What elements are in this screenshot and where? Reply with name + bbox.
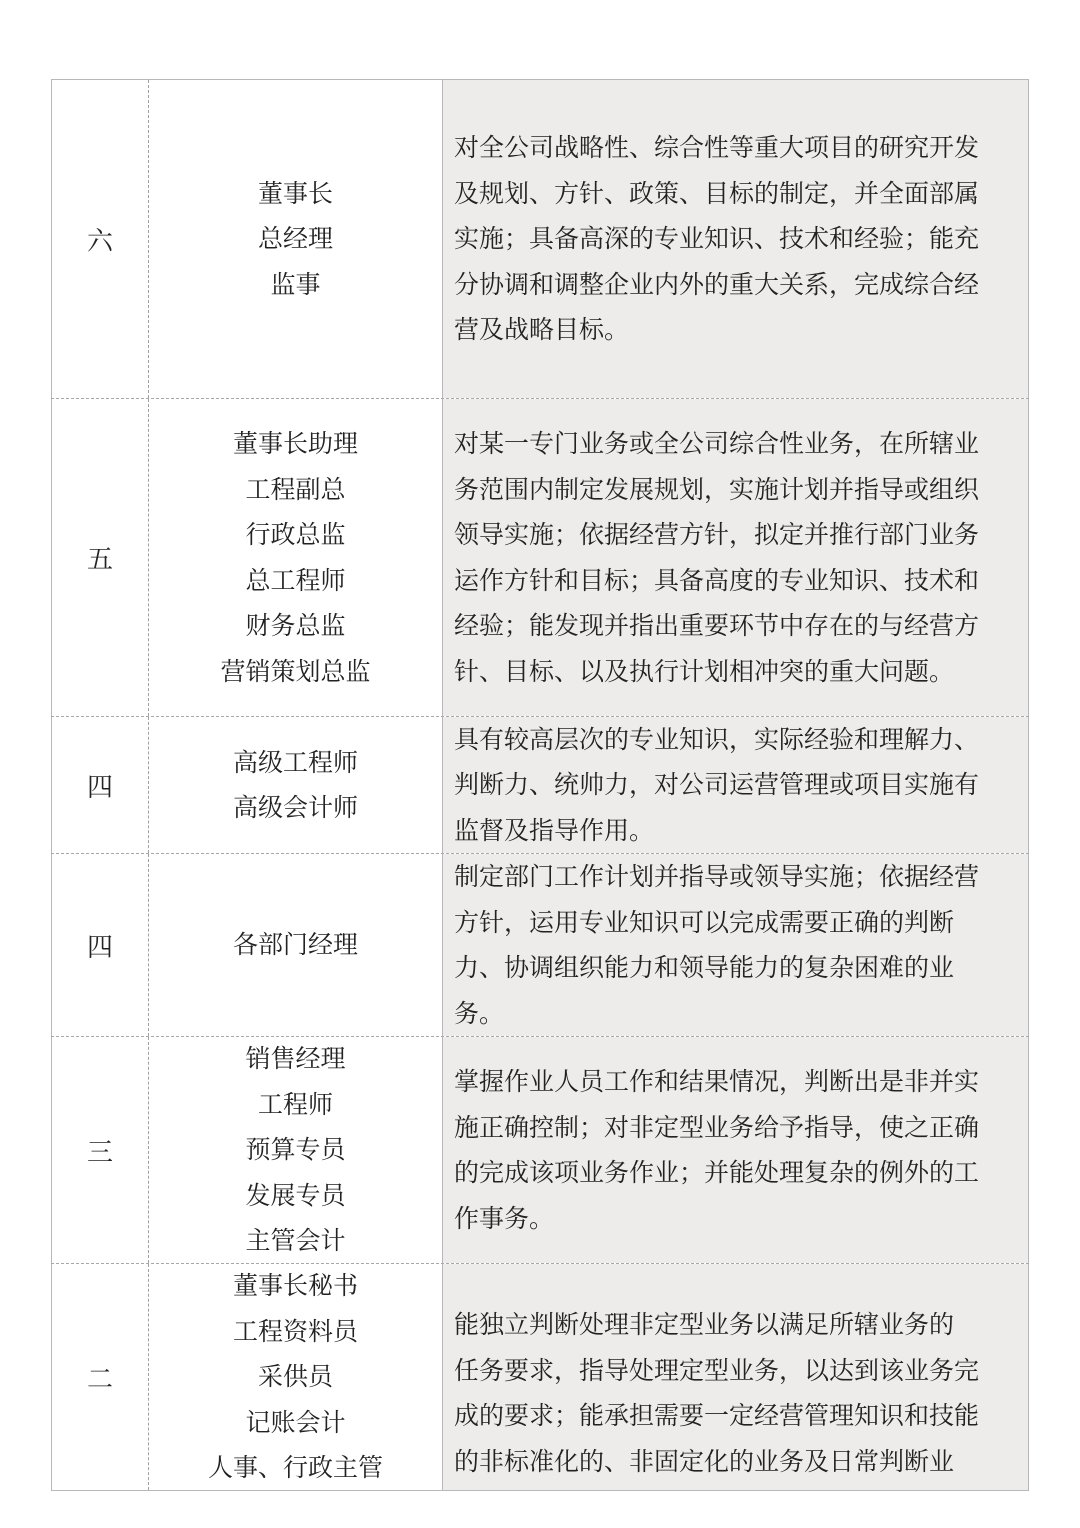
table-row <box>51 717 1029 854</box>
table-row <box>51 399 1029 717</box>
job-level-table <box>51 79 1029 1491</box>
level-cell: 四 <box>51 854 149 1036</box>
level-cell: 六 <box>51 80 149 398</box>
description-cell: 对某一专门业务或全公司综合性业务，在所辖业 务范围内制定发展规划，实施计划并指导或组织 领导实施；依据经营方针，拟定并推行部门业务 运作方针和目标；具备高度的专业知识、技术和 经验；能发现并指出重要环节中存在的与经营方 针、目标、以及执行计划相冲突的重大问题。 <box>443 399 1029 716</box>
description-cell: 掌握作业人员工作和结果情况，判断出是非并实 施正确控制；对非定型业务给予指导，使之正确 的完成该项业务作业；并能处理复杂的例外的工 作事务。 <box>443 1037 1029 1263</box>
table-row <box>51 854 1029 1037</box>
level-cell: 四 <box>51 717 149 853</box>
table-row <box>51 1264 1029 1491</box>
table-row <box>51 80 1029 399</box>
description-cell: 制定部门工作计划并指导或领导实施；依据经营 方针，运用专业知识可以完成需要正确的判断 力、协调组织能力和领导能力的复杂困难的业 务。 <box>443 854 1029 1036</box>
positions-cell: 董事长助理 工程副总 行政总监 总工程师 财务总监 营销策划总监 <box>149 399 443 716</box>
description-cell: 能独立判断处理非定型业务以满足所辖业务的 任务要求，指导处理定型业务，以达到该业务完 成的要求；能承担需要一定经营管理知识和技能 的非标准化的、非固定化的业务及日常判断业 <box>443 1264 1029 1490</box>
level-cell: 三 <box>51 1037 149 1263</box>
positions-cell: 高级工程师 高级会计师 <box>149 717 443 853</box>
level-cell: 五 <box>51 399 149 716</box>
positions-cell: 董事长 总经理 监事 <box>149 80 443 398</box>
level-cell: 二 <box>51 1264 149 1490</box>
positions-cell: 董事长秘书 工程资料员 采供员 记账会计 人事、行政主管 <box>149 1264 443 1490</box>
table-row <box>51 1037 1029 1264</box>
description-cell: 对全公司战略性、综合性等重大项目的研究开发 及规划、方针、政策、目标的制定，并全面部属 实施；具备高深的专业知识、技术和经验；能充 分协调和调整企业内外的重大关系，完成综合经 营及战略目标。 <box>443 80 1029 398</box>
positions-cell: 各部门经理 <box>149 854 443 1036</box>
description-cell: 具有较高层次的专业知识，实际经验和理解力、 判断力、统帅力，对公司运营管理或项目实施有 监督及指导作用。 <box>443 717 1029 853</box>
positions-cell: 销售经理 工程师 预算专员 发展专员 主管会计 <box>149 1037 443 1263</box>
